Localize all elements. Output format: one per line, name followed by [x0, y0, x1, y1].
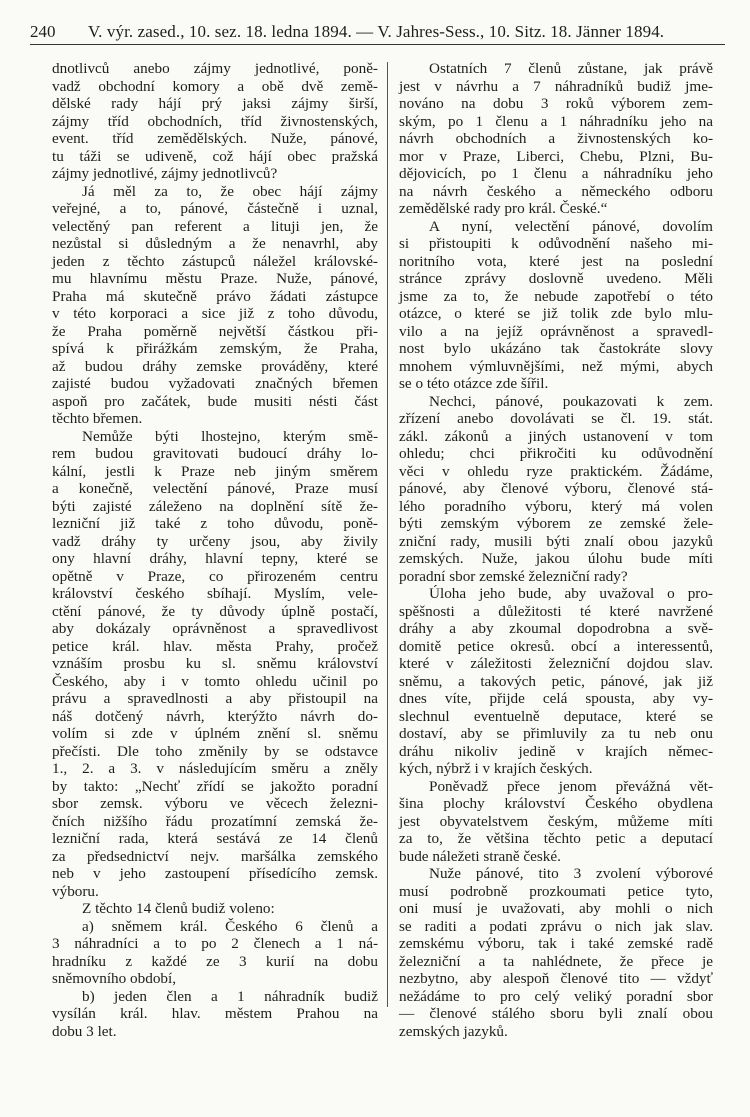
text-line: opětně v Praze, co přirozeném centru	[52, 567, 378, 585]
text-line: kých, nýbrž i v krajích českých.	[399, 760, 593, 777]
text-line: které v záležitosti železniční dojdou slav.	[399, 655, 713, 672]
text-line: dělské rady hájí prý jaksi zájmy širší,	[52, 95, 378, 112]
text-line: si přistoupiti k odůvodnění našeho mi-	[399, 235, 713, 252]
text-line: přečísti. Dle toho změnily by se odstavce	[52, 742, 378, 760]
text-line: že Praha poměrně největší částkou při-	[52, 322, 378, 340]
text-line: království českého sbíhají. Myslím, vele-	[52, 585, 378, 602]
right-column	[399, 60, 713, 1040]
text-line: vznáším prosbu ku sl. sněmu království	[52, 655, 378, 672]
text-line: lezniční rada, která sestává ze 14 členů	[52, 830, 378, 847]
text-line: Českého, aby i v tomto ohledu učinil po	[52, 672, 378, 690]
text-line: nezbytno, aby alespoň členové tito — vždyť	[399, 970, 713, 987]
text-line: zemědělské rady pro král. České.“	[399, 200, 608, 217]
text-line: až budou dráhy zemske prováděny, které	[52, 357, 378, 375]
text-line: rem budou gravitovati budoucí dráhy lo-	[52, 445, 378, 462]
text-line: vysílán král. hlav. městem Prahou na	[52, 1005, 378, 1022]
paragraph	[52, 60, 378, 183]
text-line: sněmovního období,	[52, 970, 177, 987]
text-line: tu táži se udiveně, což hájí obec pražská	[52, 147, 378, 165]
paragraph	[399, 393, 713, 586]
text-line: se o této otázce zde šířil.	[399, 375, 549, 392]
paragraph	[52, 988, 378, 1041]
paragraph	[399, 218, 713, 393]
text-line: b) jeden člen a 1 náhradník budiž	[82, 987, 378, 1005]
text-line: dnes víte, přijde celá spousta, aby vy-	[399, 690, 713, 707]
text-line: Já měl za to, že obec hájí zájmy	[82, 182, 378, 200]
text-line: Poněvadž přece jenom převážná vět-	[429, 777, 713, 795]
text-line: spívá k přirážkám zemským, že Praha,	[52, 340, 378, 357]
text-line: Praha má skutečně právo žádati zástupce	[52, 287, 378, 305]
left-column	[52, 60, 378, 1040]
text-line: mu hlavnímu městu Praze. Nuže, pánové,	[52, 270, 378, 287]
text-line: dráhu nikoliv jedině v krajích němec-	[399, 742, 713, 760]
text-line: nezůstal si důsledným a že nenavrhl, aby	[52, 235, 378, 252]
text-line: jsme za to, že nebude zapotřebí o této	[399, 287, 713, 305]
page-header	[30, 20, 725, 45]
text-line: veřejné, a to, pánové, částečně i uznal,	[52, 200, 378, 217]
text-line: jeden z těchto zástupců náležel královské-	[52, 252, 378, 270]
text-line: Nemůže býti lhostejno, kterým smě-	[82, 427, 378, 445]
text-line: — členové stálého sboru byli znalí obou	[399, 1005, 713, 1022]
text-line: mnohem výmluvnějšími, než mými, abych	[399, 357, 713, 375]
text-line: nežádáme to pro celý veliký poradní sbor	[399, 987, 713, 1005]
text-line: vadž dráhy ty určeny jsou, aby živily	[52, 532, 378, 550]
text-line: železniční a ta nahlédnete, že přece je	[399, 952, 713, 970]
text-line: dějovicích, po 1 členu a náhradníku jeho	[399, 165, 713, 182]
text-line: dráhy a aby zkoumal dopodrobna a svě-	[399, 620, 713, 637]
text-line: vadž obchodní komory a obě dvě země-	[52, 77, 378, 95]
text-line: se raditi a podati zprávu o nich jak slav.	[399, 917, 713, 935]
text-line: petice král. hlav. města Prahy, pročež	[52, 637, 378, 655]
text-line: zniční rady, musili býti znalí obou jazyků	[399, 532, 713, 550]
page-number: 240	[30, 22, 56, 41]
text-line: vilo a na jejíž oprávněnost a spravedl-	[399, 322, 713, 340]
text-line: za to, že většina těchto petic a deputací	[399, 830, 713, 847]
text-line: velectěný pan referent a lituji jen, že	[52, 217, 378, 235]
text-line: otázce, o které se již tolik zde bylo mlu-	[399, 305, 713, 322]
text-line: býti zajisté záleženo na doplnění sítě že-	[52, 497, 378, 515]
text-line: a) sněmem král. Českého 6 členů a	[82, 917, 378, 935]
paragraph	[52, 900, 378, 918]
text-line: zemských. Nuže, jakou úlohu bude míti	[399, 550, 713, 567]
text-line: čních nižšího řádu prozatímní zemská že-	[52, 812, 378, 830]
text-line: by takto: „Nechť zřídí se jakožto poradní	[52, 777, 378, 795]
text-line: 1., 2. a 3. v následujícím směru a zněly	[52, 760, 378, 777]
text-line: mor v Praze, Liberci, Chebu, Plzni, Bu-	[399, 147, 713, 165]
paragraph	[52, 183, 378, 428]
paragraph	[52, 918, 378, 988]
text-line: sbor zemsk. výboru ve věcech železni-	[52, 795, 378, 812]
paragraph	[399, 60, 713, 218]
text-line: ony hlavní dráhy, hlavní tepny, které se	[52, 550, 378, 567]
paragraph	[399, 778, 713, 866]
text-line: pánové, aby členové výboru, členové stá-	[399, 480, 713, 497]
paragraph	[399, 865, 713, 1040]
text-line: Z těchto 14 členů budiž voleno:	[82, 900, 275, 917]
text-line: ctění pánové, že ty důvody úplně postačí,	[52, 602, 378, 620]
text-line: ským, po 1 členu a 1 náhradníku jeho na	[399, 112, 713, 130]
paragraph	[399, 585, 713, 778]
text-line: těchto břemen.	[52, 410, 143, 427]
text-line: zemskému výboru, tak i také zemské radě	[399, 935, 713, 952]
text-line: zájmy tříd obchodních, tříd živnostenských,	[52, 112, 378, 130]
text-line: zřízení anebo dovolávati se čl. 19. stát.	[399, 410, 713, 427]
text-line: zákl. zákonů a jiných ustanovení v tom	[399, 427, 713, 445]
text-line: šina plochy království Českého obydlena	[399, 795, 713, 812]
text-line: Nuže pánové, tito 3 zvolení výborové	[429, 865, 713, 882]
text-line: Ostatních 7 členů zůstane, jak právě	[429, 60, 713, 77]
text-line: dostaví, aby se přimluvily za tu neb onu	[399, 725, 713, 742]
text-line: musí podrobně prozkoumati petice tyto,	[399, 882, 713, 900]
text-line: domitě petice okresů. obcí a interessentů,	[399, 637, 713, 655]
text-line: spěšnosti a důležitosti té které navržené	[399, 602, 713, 620]
running-title: V. výr. zased., 10. sez. 18. ledna 1894. — V. Jahres-Sess., 10. Sitz. 18. Jänner 1894.	[88, 22, 665, 41]
text-line: aby dokázaly oprávněnost a spravedlivost	[52, 620, 378, 637]
text-line: návrh obchodních a živnostenských ko-	[399, 130, 713, 147]
paragraph	[52, 428, 378, 901]
text-line: výboru.	[52, 882, 99, 900]
text-line: sněmu, a takových petic, pánové, jak již	[399, 672, 713, 690]
text-line: Nechci, pánové, poukazovati k zem.	[429, 392, 713, 410]
text-line: Úloha jeho bude, aby uvažoval o pro-	[429, 585, 713, 602]
text-line: právu a spravedlnosti a aby přistoupil na	[52, 690, 378, 707]
text-line: stránce zprávy doslovně uvedeno. Měli	[399, 270, 713, 287]
text-line: v této korporaci a sice již z toho důvodu,	[52, 305, 378, 322]
text-line: zájmy jednotlivé, zájmy jednotlivců?	[52, 165, 278, 182]
text-line: dnotlivců anebo zájmy jednotlivé, poně-	[52, 60, 378, 77]
text-line: bude náležeti straně české.	[399, 847, 561, 865]
text-line: na návrh českého a německého odboru	[399, 182, 713, 200]
text-line: věci v ohledu ryze praktickém. Žádáme,	[399, 462, 713, 480]
text-line: ohledu; chci přikročiti ku odůvodnění	[399, 445, 713, 462]
text-line: volím si zde v úplném znění sl. sněmu	[52, 725, 378, 742]
text-line: aspoň pro začátek, bude musiti nésti část	[52, 392, 378, 410]
text-line: kální, jestli k Praze neb jiným směrem	[52, 462, 378, 480]
text-line: býti zemským výborem ze zemské žele-	[399, 515, 713, 532]
text-line: jest v návrhu a 7 náhradníků budiž jme-	[399, 77, 713, 95]
text-line: za předsednictví nejv. maršálka zemského	[52, 847, 378, 865]
text-line: lého poradního výboru, který má volen	[399, 497, 713, 515]
text-line: dobu 3 let.	[52, 1022, 117, 1040]
text-line: nováno na dobu 3 roků výborem zem-	[399, 95, 713, 112]
text-line: lezniční již také z toho důvodu, poně-	[52, 515, 378, 532]
text-line: jest obyvatelstvem českým, můžeme míti	[399, 812, 713, 830]
text-line: zajisté budou vyžadovati značných břemen	[52, 375, 378, 392]
text-line: nost bylo ukázáno tak častokráte slovy	[399, 340, 713, 357]
text-line: event. tříd zemědělských. Nuže, pánové,	[52, 130, 378, 147]
text-line: náš dotčený návrh, kterýžto návrh do-	[52, 707, 378, 725]
text-line: A nyní, velectění pánové, dovolím	[429, 217, 713, 235]
text-line: oni musí je uvažovati, aby mohli o nich	[399, 900, 713, 917]
text-line: zemských jazyků.	[399, 1022, 508, 1040]
text-line: neb v jeho zastoupení přísedícího zemsk.	[52, 865, 378, 882]
text-line: slechnul eventuelně deputace, které se	[399, 707, 713, 725]
column-divider	[387, 62, 388, 1007]
text-line: poradní sbor zemské železniční rady?	[399, 567, 628, 585]
text-line: noritního vota, které jest na poslední	[399, 252, 713, 270]
text-line: hradníku z každé ze 3 kurií na dobu	[52, 952, 378, 970]
text-line: a konečně, velectění pánové, Praze musí	[52, 480, 378, 497]
text-line: 3 náhradníci a to po 2 členech a 1 ná-	[52, 935, 378, 952]
